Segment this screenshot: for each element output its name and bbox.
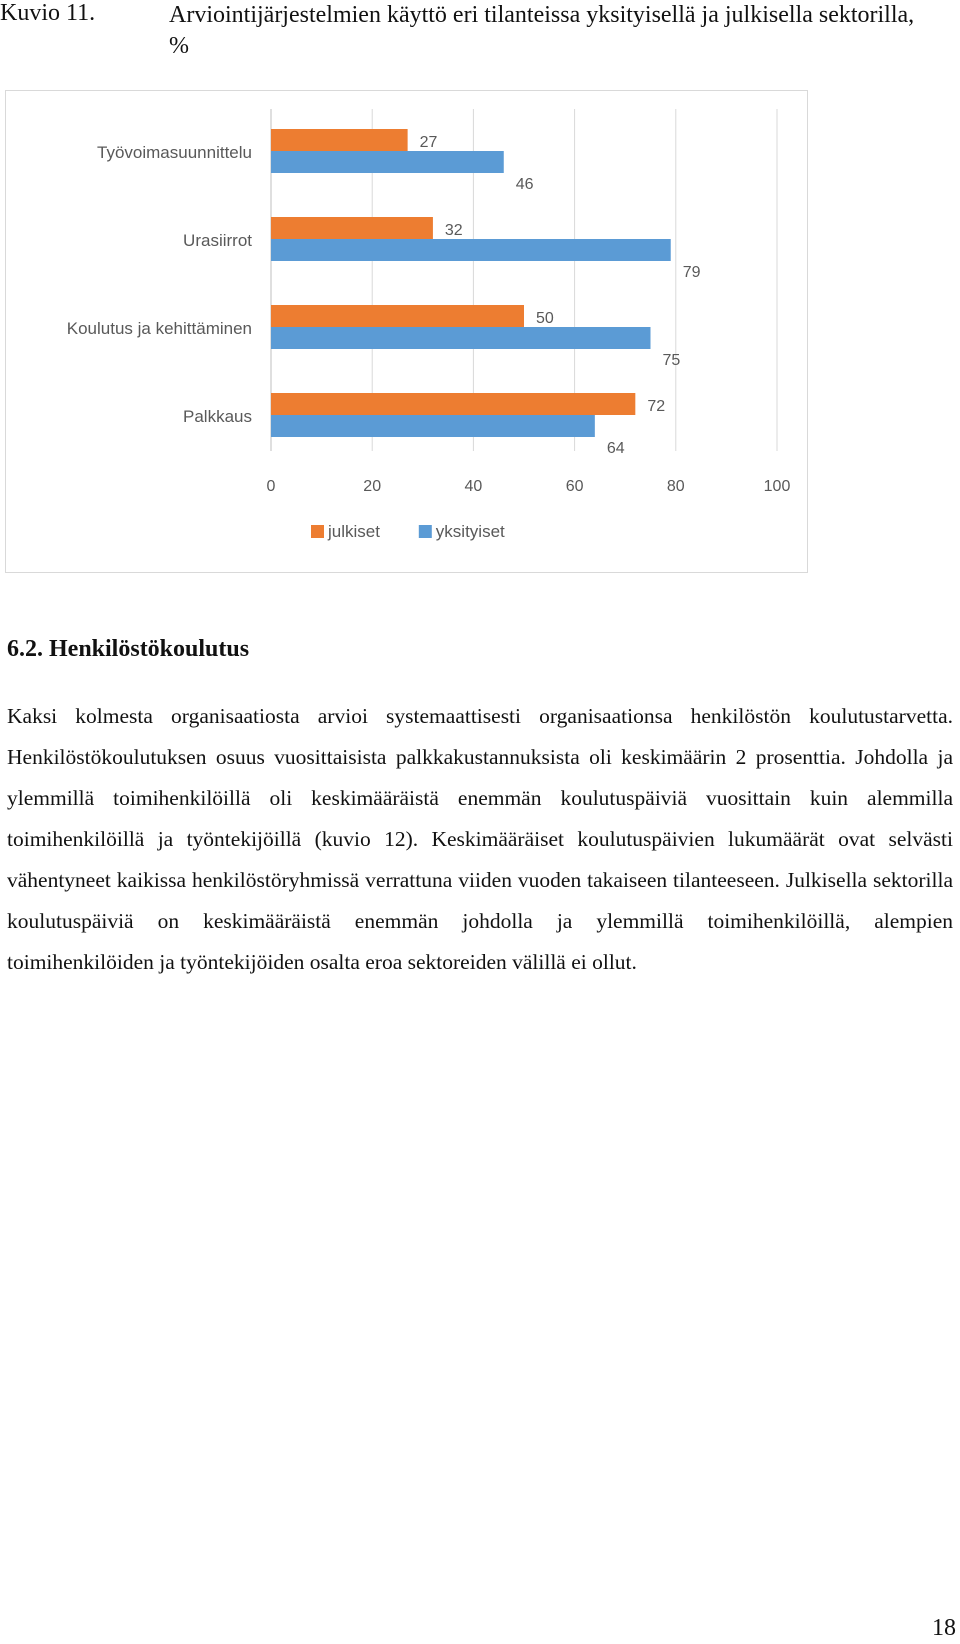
x-tick-label: 80 [666,478,685,495]
x-tick-label: 100 [763,478,791,495]
bar-julkiset [271,129,408,151]
x-tick-label: 60 [565,478,584,495]
legend-label: yksityiset [435,522,505,541]
figure-label: Kuvio 11. [0,0,96,26]
category-label: Työvoimasuunnittelu [97,143,252,162]
x-tick-label: 0 [266,478,276,495]
paragraph: Kaksi kolmesta organisaatiosta arvioi systemaattisesti organisaationsa henkilöstön koulutustarvetta. Henkilöstökoulutuksen osuus vuosittaisista palkkakustannuksista oli keskimäärin 2 prosenttia. Johdolla ja ylemmillä toimihenkilöillä oli keskimääräistä enemmän koulutuspäiviä vuosittain kuin alemmilla toimihenkilöillä ja työntekijöillä (kuvio 12). Keskimääräiset koulutuspäivien lukumäärät ovat selvästi vähentyneet kaikissa henkilöstöryhmissä verrattuna viiden vuoden takaiseen tilanteeseen. Julkisella sektorilla koulutuspäiviä on keskimääräistä enemmän johdolla ja ylemmillä toimihenkilöillä, alempien toimihenkilöiden ja työntekijöiden osalta eroa sektoreiden välillä ei ollut. [7,704,953,974]
category-label: Palkkaus [183,407,252,426]
x-tick-label: 20 [363,478,382,495]
data-label: 27 [419,134,438,151]
category-label: Koulutus ja kehittäminen [66,319,252,338]
x-tick-label: 40 [464,478,483,495]
bar-yksityiset [271,415,595,437]
page-number: 18 [932,1615,956,1641]
bar-yksityiset [271,239,671,261]
data-label: 32 [444,222,463,239]
data-label: 72 [647,398,666,415]
data-label: 79 [682,264,701,281]
figure-title: Arviointijärjestelmien käyttö eri tilanteissa yksityisellä ja julkisella sektorilla, % [169,2,915,59]
bar-julkiset [271,217,433,239]
data-label: 46 [515,176,534,193]
chart-frame [5,90,808,573]
bar-julkiset [271,305,524,327]
section-heading: 6.2. Henkilöstökoulutus [7,636,250,662]
bar-yksityiset [271,327,651,349]
legend-label: julkiset [328,522,380,541]
legend-swatch-julkiset [311,525,324,538]
legend-swatch-yksityiset [419,525,432,538]
bar-chart [6,91,809,574]
bar-julkiset [271,393,635,415]
bar-yksityiset [271,151,504,173]
body-text [7,696,953,983]
category-label: Urasiirrot [183,231,252,250]
data-label: 75 [662,352,681,369]
data-label: 50 [536,310,554,327]
data-label: 64 [606,440,625,457]
